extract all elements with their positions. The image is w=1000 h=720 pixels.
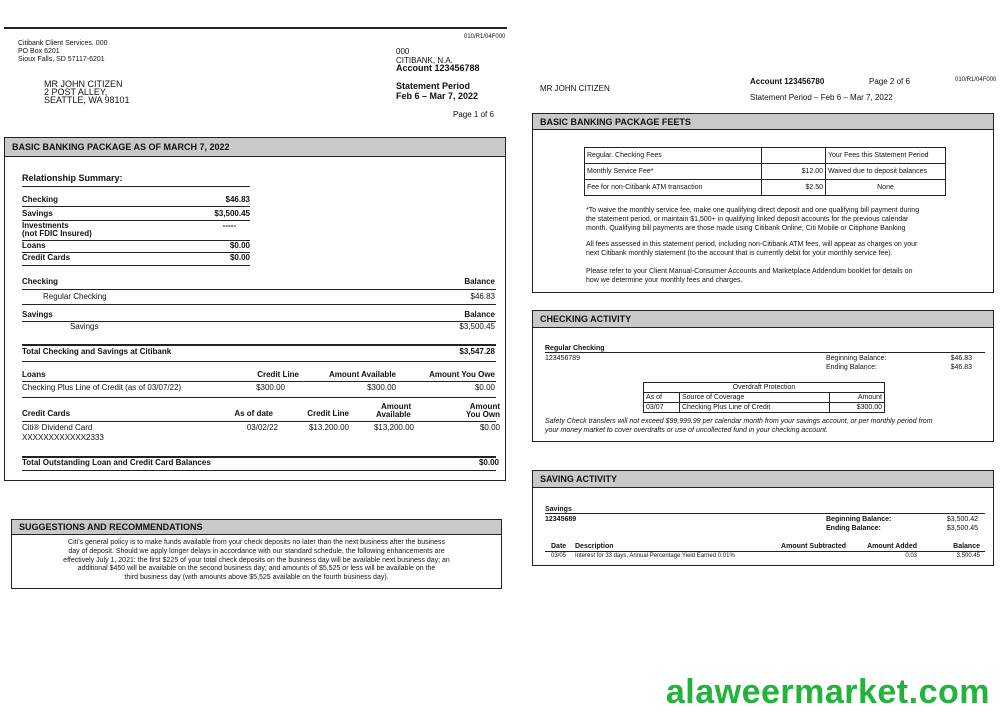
page2-account: Account 123456780 (750, 77, 825, 86)
overdraft-header-cell: As of (644, 393, 680, 403)
suggestions-title: SUGGESTIONS AND RECOMMENDATIONS (19, 522, 203, 532)
table-row (644, 393, 885, 403)
credit-cards-owe-header-1: Amount (469, 402, 500, 411)
summary-investments-value: ----- (222, 221, 236, 230)
loans-owe-header: Amount You Owe (429, 370, 495, 379)
loan-item-label: Checking Plus Line of Credit (as of 03/07/22) (22, 383, 182, 392)
table-row (585, 164, 946, 180)
checking-activity-title: CHECKING ACTIVITY (540, 314, 632, 324)
bank-name: CITIBANK, N.A. (396, 56, 453, 65)
saving-col-added: Amount Added (867, 543, 917, 550)
loans-available-header: Amount Available (329, 370, 396, 379)
summary-checking-value: $46.83 (225, 195, 250, 204)
overdraft-title: Overdraft Protection (644, 383, 885, 393)
suggestions-line: Citi’s general policy is to make funds available from your check deposits no later than the next business after the business (68, 539, 445, 546)
credit-card-name: Citi® Dividend Card (22, 423, 93, 432)
statement-period: Feb 6 – Mar 7, 2022 (396, 91, 479, 101)
credit-card-date: 03/02/22 (246, 423, 278, 432)
suggestions-line: day of deposit. Should we apply longer delays in accordance with our standard schedule, the following enhancements are (68, 547, 445, 555)
checking-header: Checking (22, 277, 59, 286)
sender-city: Sioux Falls, SD 57117-6201 (18, 56, 105, 63)
suggestions-line: third business day (with amounts above $5,525 available on the fourth business day). (124, 574, 389, 581)
recipient-street: 2 POST ALLEY, (44, 87, 108, 97)
summary-credit-label: Credit Cards (22, 253, 71, 262)
fee-cell: Monthly Service Fee* (585, 164, 762, 180)
summary-loans-value: $0.00 (229, 241, 250, 250)
checking-beginning-label: Beginning Balance: (826, 355, 887, 362)
page2-recipient: MR JOHN CITIZEN (540, 84, 610, 93)
overdraft-header-cell: Amount (830, 393, 885, 403)
total-checking-savings-value: $3,547.28 (459, 347, 495, 356)
fees-table (584, 147, 946, 196)
summary-loans-label: Loans (22, 241, 46, 250)
overdraft-table (643, 382, 885, 413)
saving-row-date: 03/05 (551, 553, 567, 559)
table-row (585, 180, 946, 196)
checking-activity-account-label: Regular Checking (545, 345, 605, 352)
fee-cell (762, 148, 826, 164)
page2-statement-period: Statement Period – Feb 6 – Mar 7, 2022 (750, 93, 893, 102)
credit-card-owe: $0.00 (479, 423, 500, 432)
total-outstanding-label: Total Outstanding Loan and Credit Card Balances (22, 458, 211, 467)
fees-note-waive (586, 207, 988, 233)
suggestions-title-bar (11, 519, 502, 535)
savings-header: Savings (22, 310, 53, 319)
fee-cell: Regular. Checking Fees (585, 148, 762, 164)
summary-checking-label: Checking (22, 195, 59, 204)
fees-title-bar (532, 113, 994, 130)
saving-col-subtracted: Amount Subtracted (781, 543, 846, 550)
fee-cell: $2.50 (762, 180, 826, 196)
summary-savings-value: $3,500.45 (214, 209, 250, 218)
relationship-summary-title: Relationship Summary: (22, 173, 123, 183)
checking-activity-title-bar (532, 310, 994, 328)
saving-beginning-label: Beginning Balance: (826, 516, 892, 523)
sender-po-box: PO Box 6201 (18, 48, 60, 55)
note-line: Safety Check transfers will not exceed $99,999.99 per calendar month from your savings account, or per monthly period from (545, 418, 933, 425)
recipient-name: MR JOHN CITIZEN (44, 79, 123, 89)
note-line: your money market to cover overdrafts or use of uncollected fund in your checking account. (545, 426, 828, 434)
credit-cards-credit-line-header: Credit Line (307, 409, 349, 418)
fee-cell: $12.00 (762, 164, 826, 180)
total-checking-savings-label: Total Checking and Savings at Citibank (22, 347, 172, 356)
note-line: Please refer to your Client Manual-Consumer Accounts and Marketplace Addendum booklet for details on (586, 268, 913, 275)
overdraft-cell: Checking Plus Line of Credit (680, 403, 830, 413)
checking-beginning-value: $46.83 (950, 355, 972, 362)
credit-cards-available-header-2: Available (376, 410, 411, 419)
note-line: *To waive the monthly service fee, make one qualifying direct deposit and one qualifying bill payment during (586, 207, 920, 214)
saving-activity-account-label: Savings (545, 506, 572, 513)
note-line: the statement period, or maintain $1,500+ in qualifying linked deposit accounts for the previous calendar (586, 215, 909, 223)
sender-name: Citibank Client Services. 000 (18, 40, 108, 47)
page-number: Page 1 of 6 (453, 110, 494, 119)
safety-check-note (545, 418, 990, 436)
saving-col-description: Description (575, 543, 614, 550)
table-row (644, 403, 885, 413)
saving-col-balance: Balance (953, 543, 980, 550)
note-line: All fees assessed in this statement period, including non-Citibank ATM fees, will appear as charges on your (586, 241, 918, 248)
credit-card-available: $13,200.00 (373, 423, 414, 432)
loans-header: Loans (22, 370, 46, 379)
credit-cards-header: Credit Cards (22, 409, 71, 418)
saving-activity-account-number: 12345689 (545, 516, 577, 523)
package-title-bar (4, 137, 506, 157)
credit-cards-date-header: As of date (234, 409, 273, 418)
fees-note-assessed (586, 241, 988, 259)
note-line: next Citibank monthly statement (to the account that is currently debit for your monthly service fee). (586, 249, 893, 257)
note-line: how we determine your monthly fees and charges. (586, 276, 743, 284)
checking-balance-header: Balance (464, 277, 495, 286)
summary-investments-sublabel: (not FDIC Insured) (22, 229, 92, 238)
fee-cell: None (826, 180, 946, 196)
total-outstanding-value: $0.00 (478, 458, 499, 467)
saving-activity-title-bar (532, 470, 994, 488)
watermark-text: alaweermarket.com (665, 673, 990, 711)
statement-period-label: Statement Period (396, 81, 471, 91)
saving-col-date: Date (551, 543, 567, 550)
saving-row-balance: 3,500.45 (956, 553, 980, 559)
regular-checking-value: $46.83 (470, 292, 495, 301)
table-row (644, 383, 885, 393)
fee-cell: Waived due to deposit balances (826, 164, 946, 180)
checking-ending-label: Ending Balance: (826, 364, 877, 371)
note-line: month. Qualifying bill payments are those made using Citibank Online, Citi Mobile or Citiphone Banking (586, 224, 906, 232)
overdraft-cell: $300.00 (830, 403, 885, 413)
saving-activity-title: SAVING ACTIVITY (540, 474, 618, 484)
credit-card-number: XXXXXXXXXXXX2333 (22, 433, 104, 442)
suggestions-line: additional $450 will be available on the second business day; and amounts of $5,525 or less will be available on the (77, 565, 436, 573)
fees-title: BASIC BANKING PACKAGE FEETS (540, 116, 691, 127)
recipient-city: SEATTLE, WA 98101 (44, 95, 130, 105)
credit-cards-available-header-1: Amount (381, 402, 412, 411)
page2-page-number: Page 2 of 6 (869, 77, 910, 86)
checking-activity-account-number: 123456789 (545, 355, 581, 362)
saving-row-description: Interest for 33 days, Annual Percentage Yield Earned 0.01% (575, 553, 735, 559)
loan-available: $300.00 (367, 383, 396, 392)
fees-note-manual (586, 268, 988, 286)
loan-credit-line: $300.00 (256, 383, 285, 392)
bank-code: 000 (396, 47, 410, 56)
saving-beginning-value: $3,500.42 (946, 516, 978, 523)
savings-balance-header: Balance (464, 310, 495, 319)
overdraft-header-cell: Source of Coverage (680, 393, 830, 403)
loans-credit-line-header: Credit Line (257, 370, 299, 379)
form-code: 010/R1/04F000 (464, 34, 506, 40)
credit-card-credit-line: $13.200.00 (308, 423, 349, 432)
account-number: Account 123456788 (396, 63, 480, 73)
fees-box (532, 113, 994, 293)
suggestions-line: effectively July 1, 2021: the first $225 of your total check deposits on the business day will be available next business day; an (63, 556, 450, 564)
savings-item-value: $3,500.45 (459, 322, 495, 331)
summary-investments-label: Investments (22, 221, 69, 230)
savings-item-label: Savings (70, 322, 99, 331)
regular-checking-label: Regular Checking (43, 292, 107, 301)
checking-ending-value: $46.83 (950, 364, 972, 371)
package-title: BASIC BANKING PACKAGE AS OF MARCH 7, 2022 (12, 142, 230, 152)
suggestions-text (16, 539, 497, 583)
fee-cell: Fee for non-Citibank ATM transaction (585, 180, 762, 196)
table-row (585, 148, 946, 164)
credit-cards-owe-header-2: You Own (465, 410, 500, 419)
fee-cell: Your Fees this Statement Period (826, 148, 946, 164)
loan-owe: $0.00 (474, 383, 495, 392)
saving-ending-value: $3,500.45 (946, 525, 978, 532)
summary-savings-label: Savings (22, 209, 53, 218)
saving-row-added: 0.03 (905, 553, 917, 559)
page2-form-code: 010/R1/04F000 (955, 77, 997, 83)
summary-credit-value: $0.00 (229, 253, 250, 262)
saving-ending-label: Ending Balance: (826, 525, 881, 532)
overdraft-cell: 03/07 (644, 403, 680, 413)
